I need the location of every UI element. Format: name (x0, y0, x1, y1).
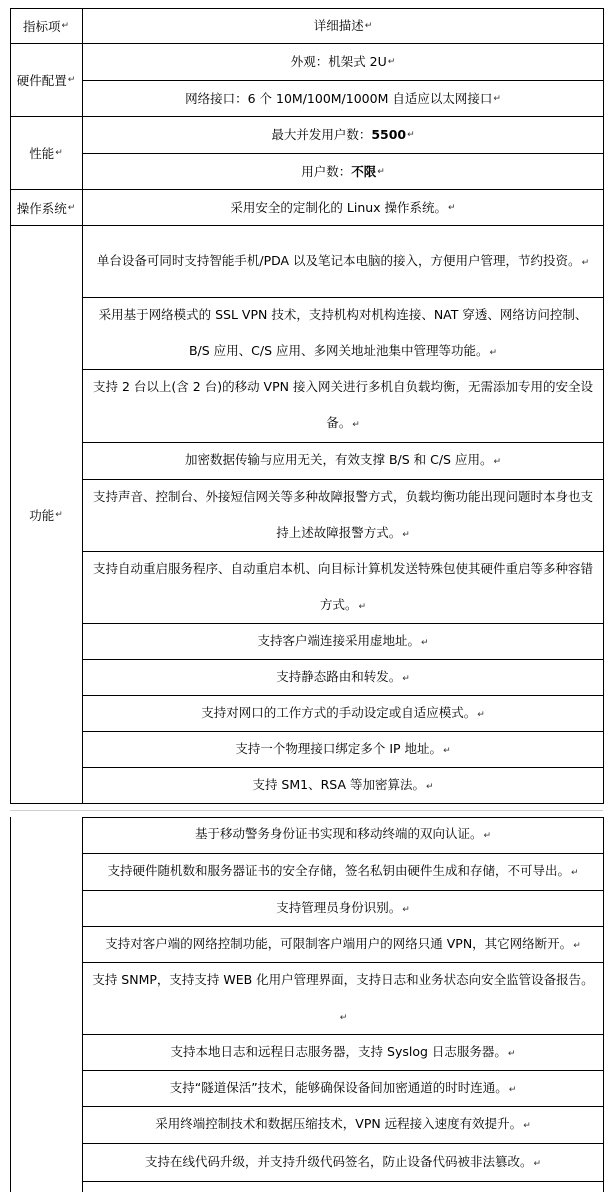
function-item-text: 加密数据传输与应用无关，有效支撑 B/S 和 C/S 应用。 (184, 452, 493, 467)
function-item (83, 443, 603, 480)
function-item-text: 支持静态路由和转发。 (276, 668, 402, 684)
function-item (83, 1144, 603, 1182)
table-border (10, 803, 83, 804)
paragraph-mark-icon: ↵ (358, 601, 367, 612)
function-item (83, 963, 603, 1035)
paragraph-mark-icon: ↵ (493, 93, 501, 104)
hardware-item (83, 44, 603, 81)
paragraph-mark-icon: ↵ (364, 20, 373, 31)
paragraph-mark-icon: ↵ (55, 148, 63, 158)
function-item (83, 298, 603, 370)
function-item (83, 696, 603, 732)
paragraph-mark-icon: ↵ (407, 130, 415, 140)
paragraph-mark-icon: ↵ (523, 1121, 531, 1131)
function-item (83, 1071, 603, 1107)
table-border (603, 817, 604, 1192)
function-item-text: 基于移动警务身份证书实现和移动终端的双向认证。 (194, 826, 483, 841)
paragraph-mark-icon: ↵ (67, 202, 76, 213)
page-break-divider (10, 810, 603, 811)
paragraph-mark-icon: ↵ (377, 166, 385, 177)
os-text: 采用安全的定制化的 Linux 操作系统。 (230, 199, 448, 215)
function-item (83, 226, 603, 298)
function-item (83, 891, 603, 927)
function-label-text: 功能 (29, 508, 55, 523)
hardware-item-text: 外观：机架式 2U (290, 54, 387, 69)
function-item-text: 支持硬件随机数和服务器证书的安全存储，签名私钥由硬件生成和存储，不可导出。 (107, 863, 570, 878)
hardware-label-text: 硬件配置 (16, 73, 67, 88)
function-label (10, 226, 82, 804)
paragraph-mark-icon: ↵ (581, 257, 590, 268)
function-item-text: 支持 SNMP，支持支持 WEB 化用户管理界面，支持日志和业务状态向安全监管设备报告。 (92, 971, 594, 987)
header-col2-text: 详细描述 (313, 17, 364, 33)
function-item (83, 1035, 603, 1071)
performance-value: 5500 (371, 127, 407, 142)
function-item-text: 支持本地日志和远程日志服务器，支持 Syslog 日志服务器。 (170, 1043, 507, 1059)
paragraph-mark-icon: ↵ (61, 20, 70, 31)
hardware-item (83, 81, 603, 117)
function-item (83, 1107, 603, 1144)
function-item (83, 660, 603, 696)
paragraph-mark-icon: ↵ (67, 75, 76, 85)
paragraph-mark-icon: ↵ (489, 347, 498, 358)
function-item (83, 552, 603, 624)
performance-value: 不限 (351, 163, 377, 179)
paragraph-mark-icon: ↵ (573, 940, 581, 951)
function-item (83, 732, 603, 768)
paragraph-mark-icon: ↵ (508, 1084, 517, 1095)
paragraph-mark-icon: ↵ (425, 781, 434, 792)
paragraph-mark-icon: ↵ (420, 637, 429, 648)
paragraph-mark-icon: ↵ (387, 57, 396, 67)
function-item-text: 支持客户端连接采用虚地址。 (257, 632, 420, 648)
hardware-label (10, 44, 82, 117)
function-item-text: 支持对网口的工作方式的手动设定或自适应模式。 (201, 704, 477, 720)
os-label-text: 操作系统 (16, 200, 67, 216)
function-item-text: 支持管理员身份识别。 (276, 899, 402, 915)
function-item-text: 采用基于网络模式的 SSL VPN 技术，支持机构对机构连接、NAT 穿透、网络访问控制、B/S 应用、C/S 应用、多网关地址池集中管理等功能。 (98, 306, 588, 358)
paragraph-mark-icon: ↵ (570, 868, 579, 878)
paragraph-mark-icon: ↵ (493, 457, 502, 467)
function-item-text: 支持一个物理接口绑定多个 IP 地址。 (235, 740, 443, 756)
paragraph-mark-icon: ↵ (448, 202, 456, 213)
table-border (603, 8, 604, 804)
paragraph-mark-icon: ↵ (402, 904, 410, 915)
paragraph-mark-icon: ↵ (477, 709, 485, 720)
header-col2 (83, 8, 603, 44)
performance-item (83, 117, 603, 154)
paragraph-mark-icon: ↵ (352, 420, 360, 430)
header-col1 (10, 8, 82, 44)
hardware-item-text: 网络接口：6 个 10M/100M/1000M 自适应以太网接口 (185, 90, 493, 106)
paragraph-mark-icon: ↵ (55, 510, 63, 520)
os-item (83, 190, 603, 226)
paragraph-mark-icon: ↵ (339, 1012, 348, 1023)
performance-item-text: 最大并发用户数： (271, 127, 372, 142)
paragraph-mark-icon: ↵ (507, 1048, 516, 1059)
function-item (83, 927, 603, 963)
function-item-text: 支持自动重启服务程序、自动重启本机、向目标计算机发送特殊包使其硬件重启等多种容错方式。 (92, 560, 593, 612)
header-col1-text: 指标项 (22, 18, 61, 34)
function-item-text: 支持在线代码升级，并支持升级代码签名，防止设备代码被非法篡改。 (144, 1153, 533, 1169)
function-item (83, 768, 603, 804)
performance-item-text: 用户数： (301, 163, 352, 179)
paragraph-mark-icon: ↵ (402, 673, 410, 684)
function-item (83, 817, 603, 854)
performance-item (83, 154, 603, 190)
function-item (83, 480, 603, 552)
function-item (83, 370, 603, 443)
function-item (83, 624, 603, 660)
paragraph-mark-icon: ↵ (402, 529, 410, 540)
function-item-text: 支持对客户端的网络控制功能，可限制客户端用户的网络只通 VPN，其它网络断开。 (105, 935, 573, 951)
paragraph-mark-icon: ↵ (533, 1158, 542, 1169)
function-item (83, 854, 603, 891)
os-label (10, 190, 82, 226)
table-border (10, 817, 11, 1192)
performance-label-text: 性能 (29, 146, 55, 161)
function-item-text: 支持 2 台以上(含 2 台)的移动 VPN 接入网关进行多机自负载均衡，无需添加专用的安全设备。 (93, 379, 593, 430)
paragraph-mark-icon: ↵ (483, 831, 492, 841)
function-item-text: 采用终端控制技术和数据压缩技术，VPN 远程接入速度有效提升。 (155, 1116, 523, 1131)
function-item-text: 支持声音、控制台、外接短信网关等多种故障报警方式，负载均衡功能出现问题时本身也支持上述故障报警方式。 (92, 488, 593, 540)
paragraph-mark-icon: ↵ (443, 745, 451, 756)
function-item-text: 单台设备可同时支持智能手机/PDA 以及笔记本电脑的接入，方便用户管理，节约投资。 (96, 252, 581, 268)
function-item-text: 支持“隧道保活”技术，能够确保设备间加密通道的时时连通。 (169, 1079, 508, 1095)
function-item-text: 支持 SM1、RSA 等加密算法。 (252, 776, 425, 792)
performance-label (10, 117, 82, 190)
